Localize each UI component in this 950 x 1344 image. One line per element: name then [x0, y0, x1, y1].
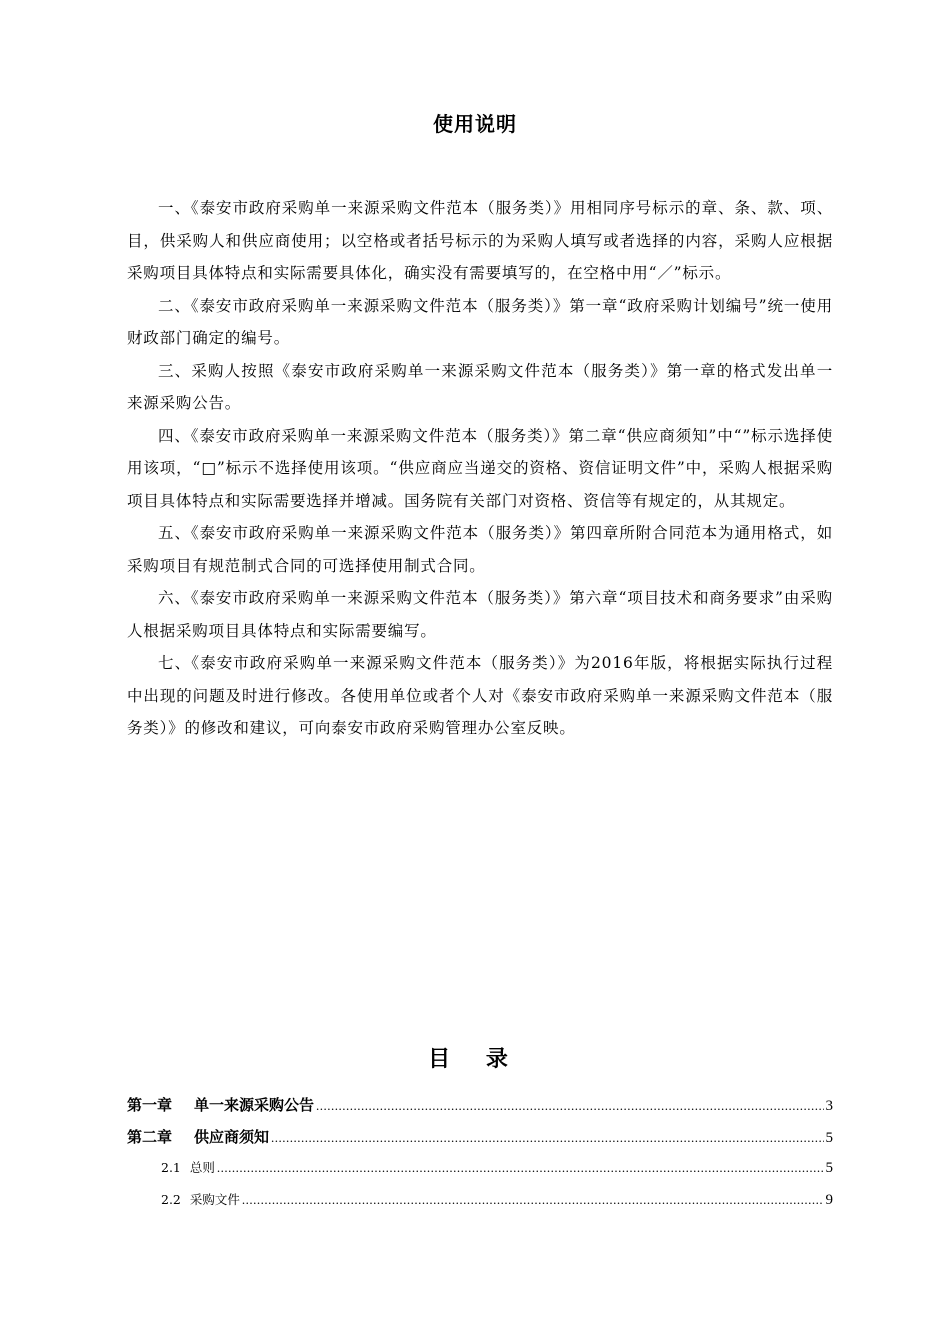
toc-entry-page: 5 — [825, 1130, 833, 1146]
paragraph-6: 六、《泰安市政府采购单一来源采购文件范本（服务类）》第六章“项目技术和商务要求”由采购人根据采购项目具体特点和实际需要编写。 — [127, 589, 833, 640]
toc-leader-dots — [271, 1130, 823, 1146]
toc-entry-number: 2.2 — [161, 1192, 181, 1207]
page-title: 使用说明 — [433, 112, 517, 136]
toc-entry-chapter-1[interactable] — [127, 1094, 833, 1126]
toc-entry-label: 总则 — [189, 1160, 215, 1175]
toc-entry-chapter-2[interactable] — [127, 1126, 833, 1158]
toc-entry-number: 2.1 — [161, 1160, 181, 1175]
toc-entry-number: 第二章 — [127, 1128, 173, 1146]
table-of-contents — [127, 1094, 833, 1222]
paragraph-7: 七、《泰安市政府采购单一来源采购文件范本（服务类）》为2016年版，将根据实际执行过程中出现的问题及时进行修改。各使用单位或者个人对《泰安市政府采购单一来源采购文件范本（服务类）》的修改和建议，可向泰安市政府采购管理办公室反映。 — [127, 654, 833, 737]
toc-title: 目 录 — [428, 1046, 522, 1072]
toc-entry-label: 供应商须知 — [194, 1128, 270, 1146]
toc-entry-section-2-2[interactable] — [127, 1190, 833, 1222]
toc-entry-page: 9 — [825, 1192, 833, 1208]
toc-leader-dots — [316, 1098, 823, 1114]
paragraph-5: 五、《泰安市政府采购单一来源采购文件范本（服务类）》第四章所附合同范本为通用格式，如采购项目有规范制式合同的可选择使用制式合同。 — [127, 524, 833, 575]
toc-leader-dots — [242, 1192, 824, 1208]
toc-entry-label: 采购文件 — [189, 1192, 240, 1207]
paragraph-1: 一、《泰安市政府采购单一来源采购文件范本（服务类）》用相同序号标示的章、条、款、项、目，供采购人和供应商使用；以空格或者括号标示的为采购人填写或者选择的内容，采购人应根据采购项目具体特点和实际需要具体化，确实没有需要填写的，在空格中用“／”标示。 — [127, 199, 833, 282]
instructions-body — [127, 192, 833, 745]
toc-entry-page: 5 — [825, 1160, 833, 1176]
paragraph-4: 四、《泰安市政府采购单一来源采购文件范本（服务类）》第二章“供应商须知”中“”标示选择使用该项，“□”标示不选择使用该项。“供应商应当递交的资格、资信证明文件”中，采购人根据采购项目具体特点和实际需要选择并增减。国务院有关部门对资格、资信等有规定的，从其规定。 — [127, 426, 833, 510]
toc-entry-page: 3 — [825, 1098, 833, 1114]
toc-entry-number: 第一章 — [127, 1096, 173, 1114]
toc-leader-dots — [217, 1160, 824, 1176]
paragraph-2: 二、《泰安市政府采购单一来源采购文件范本（服务类）》第一章“政府采购计划编号”统一使用财政部门确定的编号。 — [127, 296, 833, 347]
toc-entry-label: 单一来源采购公告 — [194, 1096, 315, 1114]
paragraph-3: 三、采购人按照《泰安市政府采购单一来源采购文件范本（服务类）》第一章的格式发出单一来源采购公告。 — [127, 361, 833, 412]
toc-entry-section-2-1[interactable] — [127, 1158, 833, 1190]
